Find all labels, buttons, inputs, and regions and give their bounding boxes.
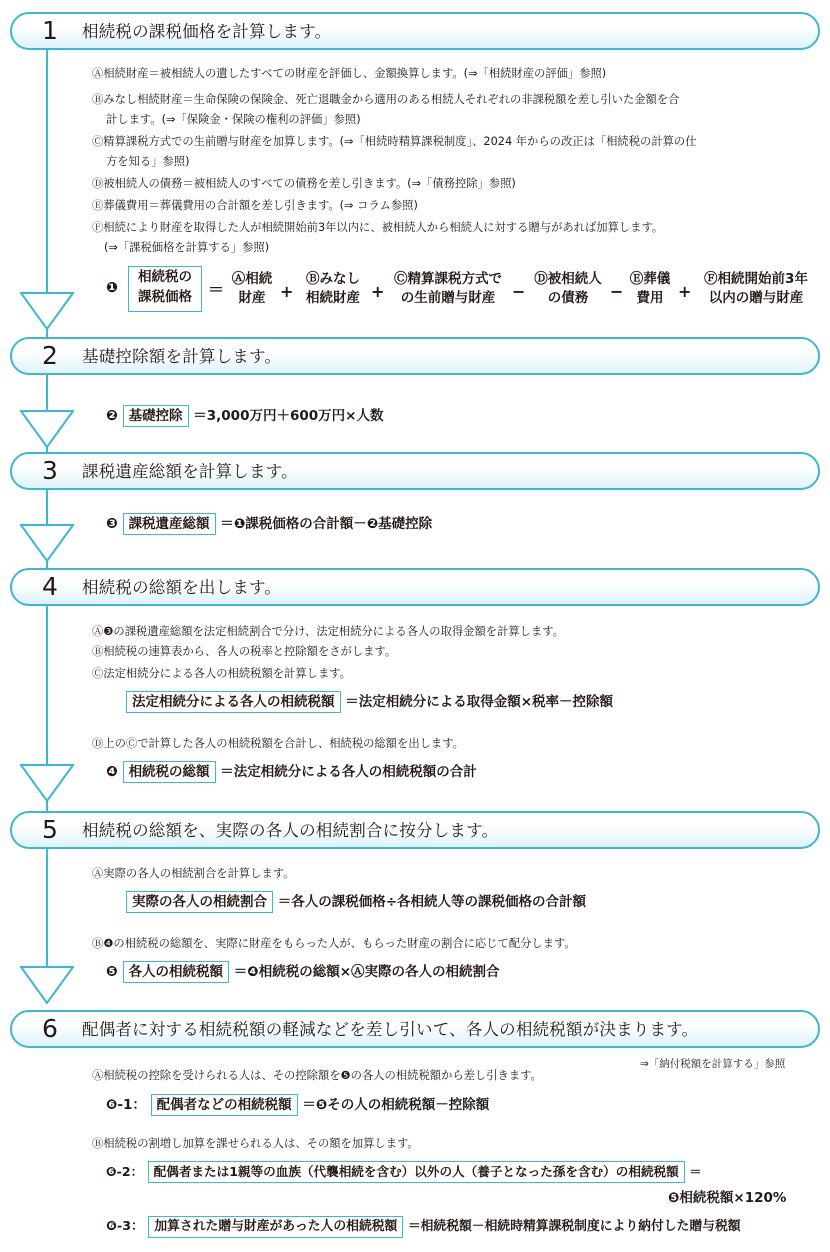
formula-6-1 xyxy=(106,1093,489,1117)
step-number: 5 xyxy=(42,815,58,844)
spouse-tax-box: 配偶者などの相続税額 xyxy=(151,1094,298,1116)
note-line: Ⓒ法定相続分による各人の相続税額を計算します。 xyxy=(92,667,351,680)
formula-equals: ＝ xyxy=(689,1164,702,1179)
arrow-down-icon xyxy=(20,410,74,448)
note-line: Ⓒ精算課税方式での生前贈与財産を加算します。(⇒「相続時精算課税制度」、2024 年からの改正は「相続税の計算の仕 xyxy=(92,135,697,148)
formula-rest: ＝❹相続税の総額×Ⓐ実際の各人の相続割合 xyxy=(233,964,500,980)
formula-statutory-share-tax xyxy=(126,690,613,714)
formula-actual-share xyxy=(126,890,586,914)
formula-term: Ⓕ相続開始前3年 以内の贈与財産 xyxy=(704,271,808,306)
formula-rest: ＝3,000万円＋600万円×人数 xyxy=(193,408,384,424)
individual-tax-box: 各人の相続税額 xyxy=(123,961,230,983)
note-line: Ⓑ相続税の速算表から、各人の税率と控除額をさがします。 xyxy=(92,645,397,658)
formula-taxable-estate xyxy=(106,512,432,536)
formula-rest: ＝各人の課税価格÷各相続人等の課税価格の合計額 xyxy=(277,894,587,910)
note-line: Ⓑ❹の相続税の総額を、実際に財産をもらった人が、もらった財産の割合に応じて配分します。 xyxy=(92,937,576,950)
taxable-value-box xyxy=(128,266,202,312)
formula-label: ❻-3： xyxy=(106,1219,144,1234)
formula-label: ❻-1： xyxy=(106,1097,146,1113)
note-line: 計します。(⇒「保険金・保険の権利の評価」参照) xyxy=(106,113,361,126)
note-line: 方を知る」参照) xyxy=(106,155,190,168)
formula-individual-tax xyxy=(106,960,500,984)
formula-mark: ❷ xyxy=(106,408,118,424)
formula-6-2 xyxy=(106,1160,702,1184)
formula-mark: ❸ xyxy=(106,516,118,532)
note-line: Ⓑみなし相続財産＝生命保険の保険金、死亡退職金から適用のある相続人それぞれの非課税額を差し引いた金額を合 xyxy=(92,93,680,106)
arrow-down-icon xyxy=(20,292,74,330)
formula-total-tax xyxy=(106,760,477,784)
formula-operator: + xyxy=(678,282,692,301)
step-title: 基礎控除額を計算します。 xyxy=(82,347,282,366)
arrow-down-icon xyxy=(20,524,74,562)
formula-1-equals: ＝ xyxy=(208,280,225,299)
formula-rest: ＝❺その人の相続税額－控除額 xyxy=(302,1097,490,1113)
actual-share-box: 実際の各人の相続割合 xyxy=(126,891,273,913)
formula-mark: ❹ xyxy=(106,764,118,780)
formula-operator: + xyxy=(371,282,385,301)
surcharge-tax-box: 配偶者または1親等の血族（代襲相続を含む）以外の人（養子となった孫を含む）の相続税額 xyxy=(148,1161,685,1183)
formula-6-2-result: ❺相続税額×120% xyxy=(668,1190,787,1206)
formula-term: Ⓑみなし 相続財産 xyxy=(306,271,360,306)
formula-rest: ＝法定相続分による取得金額×税率－控除額 xyxy=(345,694,614,710)
note-line: Ⓓ上のⒸで計算した各人の相続税額を合計し、相続税の総額を出します。 xyxy=(92,737,464,750)
formula-rest: ＝❶課税価格の合計額－❷基礎控除 xyxy=(220,516,433,532)
note-line: Ⓐ実際の各人の相続割合を計算します。 xyxy=(92,867,295,880)
formula-label: ❻-2： xyxy=(106,1164,144,1179)
arrow-down-icon xyxy=(20,966,74,1004)
formula-operator: + xyxy=(280,282,294,301)
step-number: 2 xyxy=(42,341,58,370)
step-6-header xyxy=(10,1010,820,1048)
step-5-header xyxy=(10,811,820,849)
formula-operator: − xyxy=(512,282,526,301)
step-title: 相続税の総額を、実際の各人の相続割合に按分します。 xyxy=(82,821,499,840)
note-line: Ⓕ相続により財産を取得した人が相続開始前3年以内に、被相続人から相続人に対する贈与があれば加算します。 xyxy=(92,221,664,234)
step-title: 相続税の課税価格を計算します。 xyxy=(82,22,332,41)
step-title: 相続税の総額を出します。 xyxy=(82,578,282,597)
taxable-value-line2: 課税価格 xyxy=(138,289,192,305)
formula-term: Ⓒ精算課税方式で の生前贈与財産 xyxy=(394,271,502,306)
step-number: 4 xyxy=(42,572,58,601)
reference-note: ⇒「納付税額を計算する」参照 xyxy=(640,1058,786,1070)
step-title: 課税遺産総額を計算します。 xyxy=(82,462,298,481)
step-title: 配偶者に対する相続税額の軽減などを差し引いて、各人の相続税額が決まります。 xyxy=(82,1020,699,1039)
step-3-header xyxy=(10,452,820,490)
note-line: (⇒「課税価格を計算する」参照) xyxy=(104,241,270,254)
basic-deduction-box: 基礎控除 xyxy=(123,405,189,427)
note-line: Ⓐ❸の課税遺産総額を法定相続割合で分け、法定相続分による各人の取得金額を計算します。 xyxy=(92,625,564,638)
note-line: Ⓐ相続税の控除を受けられる人は、その控除額を❺の各人の相続税額から差し引きます。 xyxy=(92,1069,542,1082)
step-number: 1 xyxy=(42,16,58,45)
formula-1-mark: ❶ xyxy=(106,280,118,296)
formula-term: Ⓓ被相続人 の債務 xyxy=(534,271,602,306)
formula-term: Ⓔ葬儀 費用 xyxy=(629,271,671,306)
added-gift-tax-box: 加算された贈与財産があった人の相続税額 xyxy=(148,1216,403,1238)
total-tax-box: 相続税の総額 xyxy=(123,761,216,783)
step-2-header xyxy=(10,337,820,375)
note-line: Ⓓ被相続人の債務＝被相続人のすべての債務を差し引きます。(⇒「債務控除」参照) xyxy=(92,177,516,190)
step-number: 3 xyxy=(42,456,58,485)
arrow-down-icon xyxy=(20,764,74,802)
formula-operator: − xyxy=(610,282,624,301)
step-4-header xyxy=(10,568,820,606)
taxable-value-line1: 相続税の xyxy=(138,269,192,285)
step-1-header xyxy=(10,12,820,50)
note-line: Ⓐ相続財産＝被相続人の遺したすべての財産を評価し、金額換算します。(⇒「相続財産の評価」参照) xyxy=(92,67,607,80)
formula-mark: ❺ xyxy=(106,964,118,980)
step-number: 6 xyxy=(42,1014,58,1043)
formula-term: Ⓐ相続 財産 xyxy=(231,271,273,306)
taxable-estate-box: 課税遺産総額 xyxy=(123,513,216,535)
formula-6-3 xyxy=(106,1215,741,1239)
note-line: Ⓑ相続税の割増し加算を課せられる人は、その額を加算します。 xyxy=(92,1137,419,1150)
note-line: Ⓔ葬儀費用＝葬儀費用の合計額を差し引きます。(⇒ コラム参照) xyxy=(92,199,418,212)
formula-rest: ＝相続税額－相続時精算課税制度により納付した贈与税額 xyxy=(407,1219,741,1234)
formula-basic-deduction xyxy=(106,404,383,428)
formula-rest: ＝法定相続分による各人の相続税額の合計 xyxy=(220,764,477,780)
statutory-share-tax-box: 法定相続分による各人の相続税額 xyxy=(126,691,341,713)
